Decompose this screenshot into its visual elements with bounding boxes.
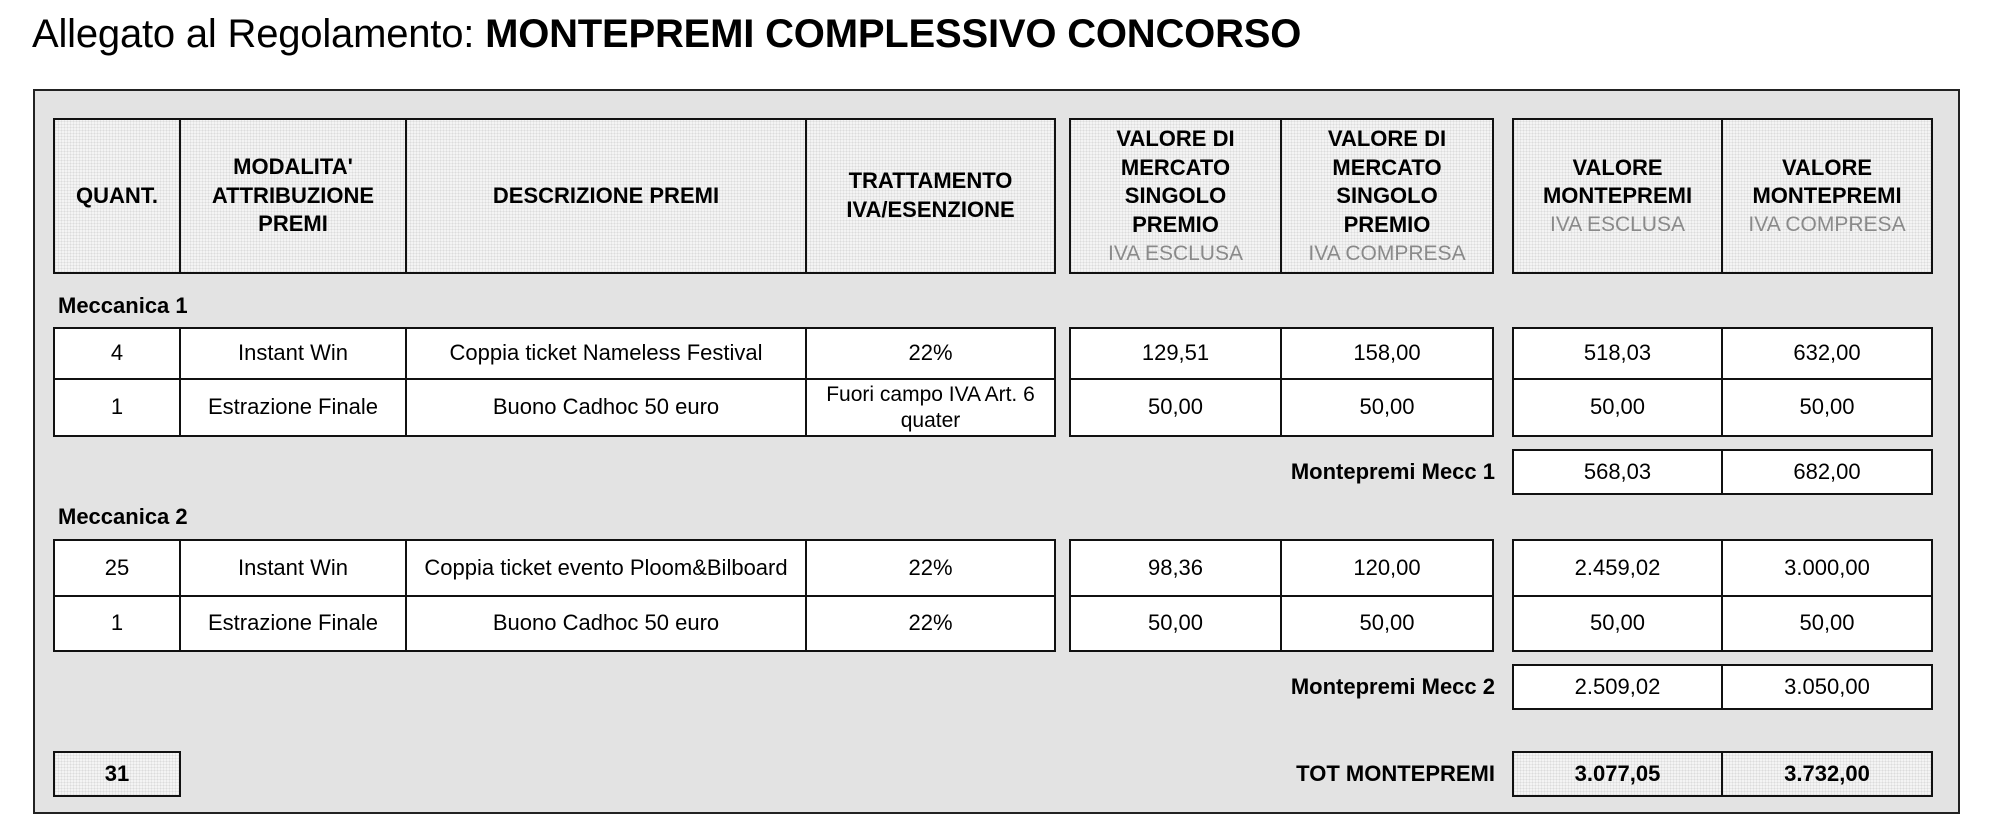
header-modalita-l3: PREMI <box>258 211 328 237</box>
m2-r2-descrizione: Buono Cadhoc 50 euro <box>405 595 807 652</box>
header-vmc-l2: MERCATO <box>1332 154 1442 180</box>
header-vme-l3: SINGOLO <box>1124 183 1227 209</box>
m2-r1-valore-comp: 120,00 <box>1280 539 1494 597</box>
header-trattamento-l2: IVA/ESENZIONE <box>846 197 1015 222</box>
header-mpe-l2: MONTEPREMI <box>1542 183 1693 209</box>
header-vme-l4: PREMIO <box>1132 211 1219 237</box>
header-vmc-l1: VALORE DI <box>1327 126 1447 152</box>
m1-subtotal-comp: 682,00 <box>1721 449 1933 495</box>
m2-subtotal-escl: 2.509,02 <box>1512 664 1723 710</box>
m2-r2-mp-escl: 50,00 <box>1512 595 1723 652</box>
m2-r2-valore-escl: 50,00 <box>1069 595 1282 652</box>
m2-r1-mp-comp: 3.000,00 <box>1721 539 1933 597</box>
m1-subtotal-label: Montepremi Mecc 1 <box>1290 459 1495 484</box>
m1-r2-mp-escl: 50,00 <box>1512 378 1723 437</box>
m2-r2-modalita: Estrazione Finale <box>179 595 407 652</box>
header-descrizione-text: DESCRIZIONE PREMI <box>492 182 720 208</box>
header-vmc-l3: SINGOLO <box>1336 183 1438 209</box>
m1-r2-modalita: Estrazione Finale <box>179 378 407 437</box>
m2-r1-quant: 25 <box>53 539 181 597</box>
m1-r1-mp-comp: 632,00 <box>1721 327 1933 380</box>
m2-r1-modalita: Instant Win <box>179 539 407 597</box>
header-mpe-l1: VALORE <box>1572 154 1663 180</box>
m2-r2-mp-comp: 50,00 <box>1721 595 1933 652</box>
header-vmc-l4: PREMIO <box>1343 211 1431 237</box>
m2-r2-valore-comp: 50,00 <box>1280 595 1494 652</box>
m1-r1-valore-comp: 158,00 <box>1280 327 1494 380</box>
section-meccanica-1: Meccanica 1 <box>58 293 188 318</box>
m2-r2-quant: 1 <box>53 595 181 652</box>
header-montepremi-escl <box>1512 118 1723 274</box>
m1-r1-descrizione: Coppia ticket Nameless Festival <box>405 327 807 380</box>
page-title <box>32 12 1301 57</box>
header-mpc-sub: IVA COMPRESA <box>1748 212 1906 236</box>
m1-r1-modalita: Instant Win <box>179 327 407 380</box>
m2-r1-valore-escl: 98,36 <box>1069 539 1282 597</box>
header-vme-l2: MERCATO <box>1120 154 1231 180</box>
header-mpc-l1: VALORE <box>1781 154 1873 180</box>
m2-r1-trattamento: 22% <box>805 539 1056 597</box>
total-label: TOT MONTEPREMI <box>1296 761 1495 786</box>
title-main: MONTEPREMI COMPLESSIVO CONCORSO <box>485 12 1302 56</box>
header-valore-mercato-comp <box>1280 118 1494 274</box>
header-quant <box>53 118 181 274</box>
header-modalita <box>179 118 407 274</box>
section-meccanica-2: Meccanica 2 <box>58 504 188 529</box>
m2-subtotal-comp: 3.050,00 <box>1721 664 1933 710</box>
total-escl: 3.077,05 <box>1512 751 1723 797</box>
m1-r2-descrizione: Buono Cadhoc 50 euro <box>405 378 807 437</box>
m1-r2-valore-escl: 50,00 <box>1069 378 1282 437</box>
m2-subtotal-label: Montepremi Mecc 2 <box>1290 674 1495 699</box>
title-prefix: Allegato al Regolamento: <box>32 12 475 56</box>
header-vme-sub: IVA ESCLUSA <box>1107 241 1243 265</box>
m2-r1-mp-escl: 2.459,02 <box>1512 539 1723 597</box>
m2-r1-descrizione: Coppia ticket evento Ploom&Bilboard <box>405 539 807 597</box>
m1-r2-mp-comp: 50,00 <box>1721 378 1933 437</box>
m1-r1-quant: 4 <box>53 327 181 380</box>
m1-r1-trattamento: 22% <box>805 327 1056 380</box>
total-comp: 3.732,00 <box>1721 751 1933 797</box>
header-trattamento-l1: TRATTAMENTO <box>848 168 1013 194</box>
header-mpc-l2: MONTEPREMI <box>1752 183 1902 209</box>
header-montepremi-comp <box>1721 118 1933 274</box>
m1-r2-quant: 1 <box>53 378 181 437</box>
header-modalita-l2: ATTRIBUZIONE <box>211 182 375 208</box>
header-modalita-l1: MODALITA' <box>233 154 353 180</box>
header-quant-text: QUANT. <box>76 182 158 208</box>
m1-r1-mp-escl: 518,03 <box>1512 327 1723 380</box>
header-vme-l1: VALORE DI <box>1116 126 1235 152</box>
header-vmc-sub: IVA COMPRESA <box>1308 241 1466 265</box>
total-quant: 31 <box>53 751 181 797</box>
header-valore-mercato-escl <box>1069 118 1282 274</box>
m1-r2-trattamento: Fuori campo IVA Art. 6 quater <box>805 378 1056 437</box>
header-descrizione <box>405 118 807 274</box>
m1-r1-valore-escl: 129,51 <box>1069 327 1282 380</box>
m1-subtotal-escl: 568,03 <box>1512 449 1723 495</box>
header-mpe-sub: IVA ESCLUSA <box>1549 212 1685 236</box>
header-trattamento <box>805 118 1056 274</box>
m1-r2-valore-comp: 50,00 <box>1280 378 1494 437</box>
prize-table-panel <box>33 89 1960 814</box>
m2-r2-trattamento: 22% <box>805 595 1056 652</box>
